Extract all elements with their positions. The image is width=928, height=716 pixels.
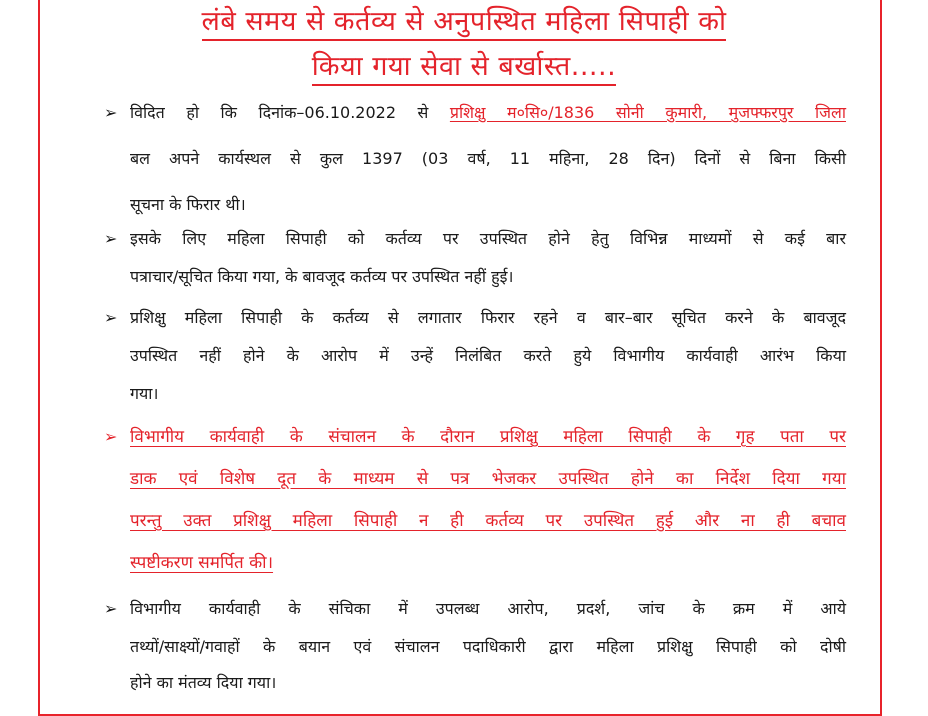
bullet-3-line-2: उपस्थित नहीं होने के आरोप में उन्हें निलंबित करते हुये विभागीय कार्यवाही आरंभ किया	[130, 346, 846, 365]
bullet-1-line-1	[130, 98, 846, 128]
bullet-3-line-1: प्रशिक्षु महिला सिपाही के कर्तव्य से लगातार फिरार रहने व बार–बार सूचित करने के बावजूद	[130, 308, 846, 327]
arrow-bullet-icon: ➢	[104, 599, 118, 618]
bullet-1-constable-name: प्रशिक्षु म०सि०/1836 सोनी कुमारी, मुजफ्फरपुर जिला	[449, 103, 846, 122]
bullet-4-line-4	[130, 548, 846, 578]
headline-text-1: लंबे समय से कर्तव्य से अनुपस्थित महिला सिपाही को	[202, 6, 727, 41]
bullet-4-line-1	[130, 422, 846, 452]
headline-line-1	[0, 4, 928, 40]
bullet-4-text-2: डाक एवं विशेष दूत के माध्यम से पत्र भेजकर उपस्थित होने का निर्देश दिया गया	[130, 469, 846, 489]
bullet-4-line-3	[130, 506, 846, 536]
bullet-1-date-text: विदित हो कि दिनांक–06.10.2022 से	[130, 103, 429, 122]
bullet-1-line-3: सूचना के फिरार थी।	[130, 195, 246, 214]
bullet-4-text-3: परन्तु उक्त प्रशिक्षु महिला सिपाही न ही कर्तव्य पर उपस्थित हुई और ना ही बचाव	[130, 511, 846, 531]
headline-line-2	[0, 49, 928, 85]
bullet-2-line-2: पत्राचार/सूचित किया गया, के बावजूद कर्तव्य पर उपस्थित नहीं हुई।	[130, 267, 514, 286]
bullet-5-line-3: होने का मंतव्य दिया गया।	[130, 673, 277, 692]
headline-text-2: किया गया सेवा से बर्खास्त.....	[312, 51, 616, 86]
bullet-4-text-1: विभागीय कार्यवाही के संचालन के दौरान प्रशिक्षु महिला सिपाही के गृह पता पर	[130, 427, 846, 447]
bullet-5-line-1: विभागीय कार्यवाही के संचिका में उपलब्ध आरोप, प्रदर्श, जांच के क्रम में आये	[130, 599, 846, 618]
arrow-bullet-icon: ➢	[104, 308, 118, 327]
bullet-5-line-2: तथ्यों/साक्ष्यों/गवाहों के बयान एवं संचालन पदाधिकारी द्वारा महिला प्रशिक्षु सिपाही को दोषी	[130, 637, 846, 656]
arrow-bullet-icon: ➢	[104, 103, 118, 122]
bullet-2-line-1: इसके लिए महिला सिपाही को कर्तव्य पर उपस्थित होने हेतु विभिन्न माध्यमों से कई बार	[130, 229, 846, 248]
bullet-4-line-2	[130, 464, 846, 494]
bullet-4-text-4: स्पष्टीकरण समर्पित की।	[130, 553, 274, 573]
arrow-bullet-icon: ➢	[104, 229, 118, 248]
arrow-bullet-icon: ➢	[104, 427, 118, 446]
bullet-3-line-3: गया।	[130, 384, 159, 403]
bullet-1-line-2: बल अपने कार्यस्थल से कुल 1397 (03 वर्ष, 11 महिना, 28 दिन) दिनों से बिना किसी	[130, 149, 846, 168]
